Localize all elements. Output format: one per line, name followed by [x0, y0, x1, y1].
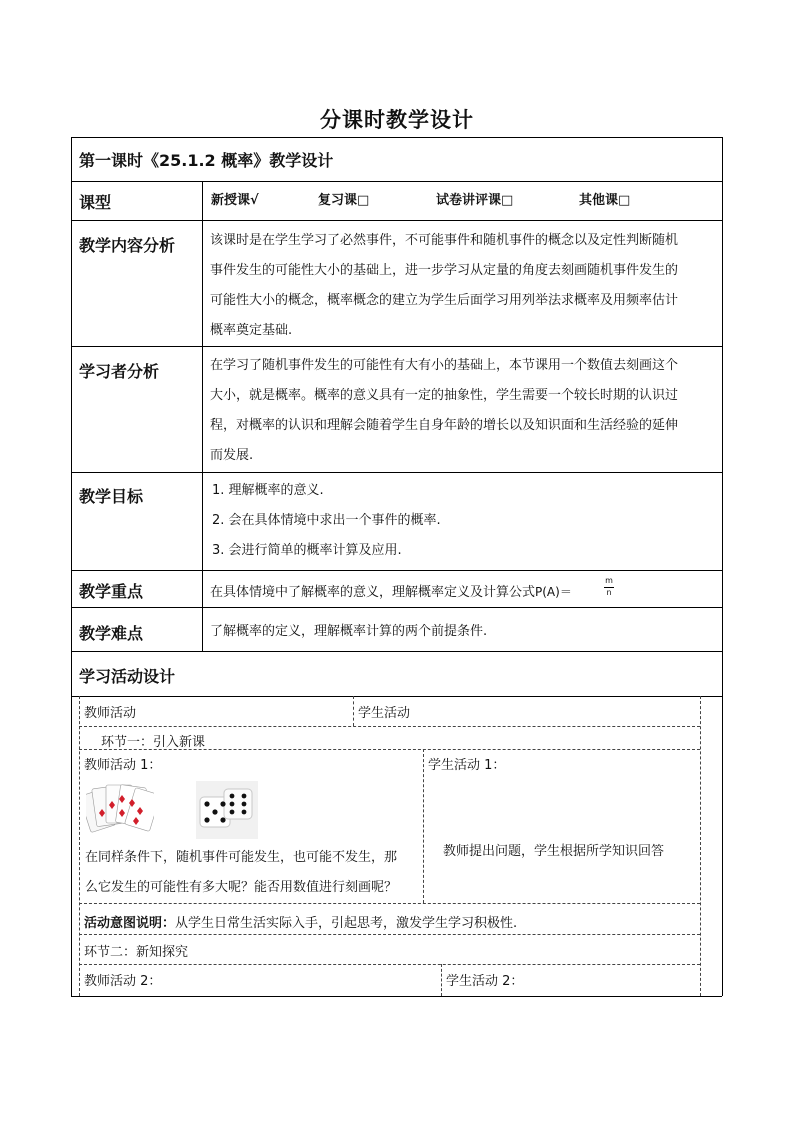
- row-divider: [71, 472, 722, 473]
- learner-analysis-line: 在学习了随机事件发生的可能性有大有小的基础上，本节课用一个数值去刻画这个: [210, 358, 679, 373]
- type-option-new: 新授课√: [211, 193, 259, 208]
- playing-cards-image: [86, 781, 154, 839]
- teacher-activity-1-line: 在同样条件下，随机事件可能发生，也可能不发生，那: [85, 850, 398, 865]
- row-divider: [71, 607, 722, 608]
- label-column-divider: [202, 181, 203, 651]
- key-points-text: [210, 581, 572, 600]
- formula-denominator: n: [606, 588, 612, 597]
- key-points-label: 教学重点: [79, 582, 144, 601]
- type-option-exam-review: 试卷讲评课□: [436, 193, 514, 208]
- section-1-title: 环节一：引入新课: [101, 735, 206, 750]
- learner-analysis-line: 大小，就是概率。概率的意义具有一定的抽象性，学生需要一个较长时期的认识过: [210, 388, 679, 403]
- teacher-activity-2-label: 教师活动 2：: [84, 974, 162, 989]
- type-option-review: 复习课□: [318, 193, 370, 208]
- learner-analysis-label: 学习者分析: [79, 362, 160, 381]
- dashed-divider: [79, 726, 700, 727]
- difficulties-label: 教学难点: [79, 624, 144, 643]
- section-2-title: 环节二：新知探究: [84, 945, 189, 960]
- dice-image: [196, 781, 258, 839]
- key-points-body: 在具体情境中了解概率的意义，理解概率定义及计算公式: [210, 585, 536, 600]
- table-top-border: [71, 137, 722, 138]
- formula-lhs: P(A)＝: [535, 585, 572, 599]
- type-option-other: 其他课□: [579, 193, 631, 208]
- dashed-column-divider: [353, 696, 354, 726]
- dashed-divider: [79, 934, 700, 935]
- dashed-divider: [79, 903, 700, 904]
- document-title: 分课时教学设计: [320, 108, 474, 132]
- teacher-activity-1-line: 么它发生的可能性有多大呢？能否用数值进行刻画呢？: [85, 880, 398, 895]
- row-divider: [71, 346, 722, 347]
- content-analysis-line: 该课时是在学生学习了必然事件，不可能事件和随机事件的概念以及定性判断随机: [210, 233, 679, 248]
- dashed-column-divider: [441, 964, 442, 996]
- row-divider: [71, 570, 722, 571]
- student-activity-1-text: 教师提出问题，学生根据所学知识回答: [443, 844, 665, 859]
- objective-item: 1. 理解概率的意义.: [212, 483, 324, 498]
- row-divider: [71, 651, 722, 652]
- activity-design-label: 学习活动设计: [79, 667, 176, 686]
- student-activity-1-label: 学生活动 1：: [428, 758, 506, 773]
- learner-analysis-line: 而发展.: [210, 448, 254, 463]
- student-activity-header: 学生活动: [358, 706, 411, 721]
- difficulties-text: 了解概率的定义，理解概率计算的两个前提条件.: [210, 624, 488, 639]
- intent-text: 从学生日常生活实际入手，引起思考，激发学生学习积极性.: [175, 916, 518, 931]
- content-analysis-line: 概率奠定基础.: [210, 323, 293, 338]
- content-analysis-line: 可能性大小的概念，概率概念的建立为学生后面学习用列举法求概率及用频率估计: [210, 293, 679, 308]
- dashed-left-border: [79, 696, 80, 996]
- student-activity-2-label: 学生活动 2：: [446, 974, 524, 989]
- intent-note: [84, 912, 517, 931]
- row-divider: [71, 696, 722, 697]
- table-bottom-border: [71, 996, 722, 997]
- table-left-border: [71, 137, 72, 996]
- content-analysis-line: 事件发生的可能性大小的基础上，进一步学习从定量的角度去刻画随机事件发生的: [210, 263, 679, 278]
- table-right-border: [722, 137, 723, 996]
- teacher-activity-header: 教师活动: [84, 706, 137, 721]
- type-label: 课型: [79, 193, 112, 212]
- objectives-label: 教学目标: [79, 487, 144, 506]
- dashed-divider: [79, 964, 700, 965]
- dashed-right-border: [700, 696, 701, 996]
- objective-item: 3. 会进行简单的概率计算及应用.: [212, 543, 402, 558]
- intent-label: 活动意图说明：: [84, 916, 176, 931]
- objective-item: 2. 会在具体情境中求出一个事件的概率.: [212, 513, 441, 528]
- teacher-activity-1-label: 教师活动 1：: [84, 758, 162, 773]
- lesson-title: 第一课时《25.1.2 概率》教学设计: [79, 151, 334, 170]
- formula-numerator: m: [605, 576, 613, 585]
- content-analysis-label: 教学内容分析: [79, 236, 176, 255]
- dashed-column-divider: [423, 749, 424, 903]
- row-divider: [71, 220, 722, 221]
- row-divider: [71, 181, 722, 182]
- learner-analysis-line: 程，对概率的认识和理解会随着学生自身年龄的增长以及知识面和生活经验的延伸: [210, 418, 679, 433]
